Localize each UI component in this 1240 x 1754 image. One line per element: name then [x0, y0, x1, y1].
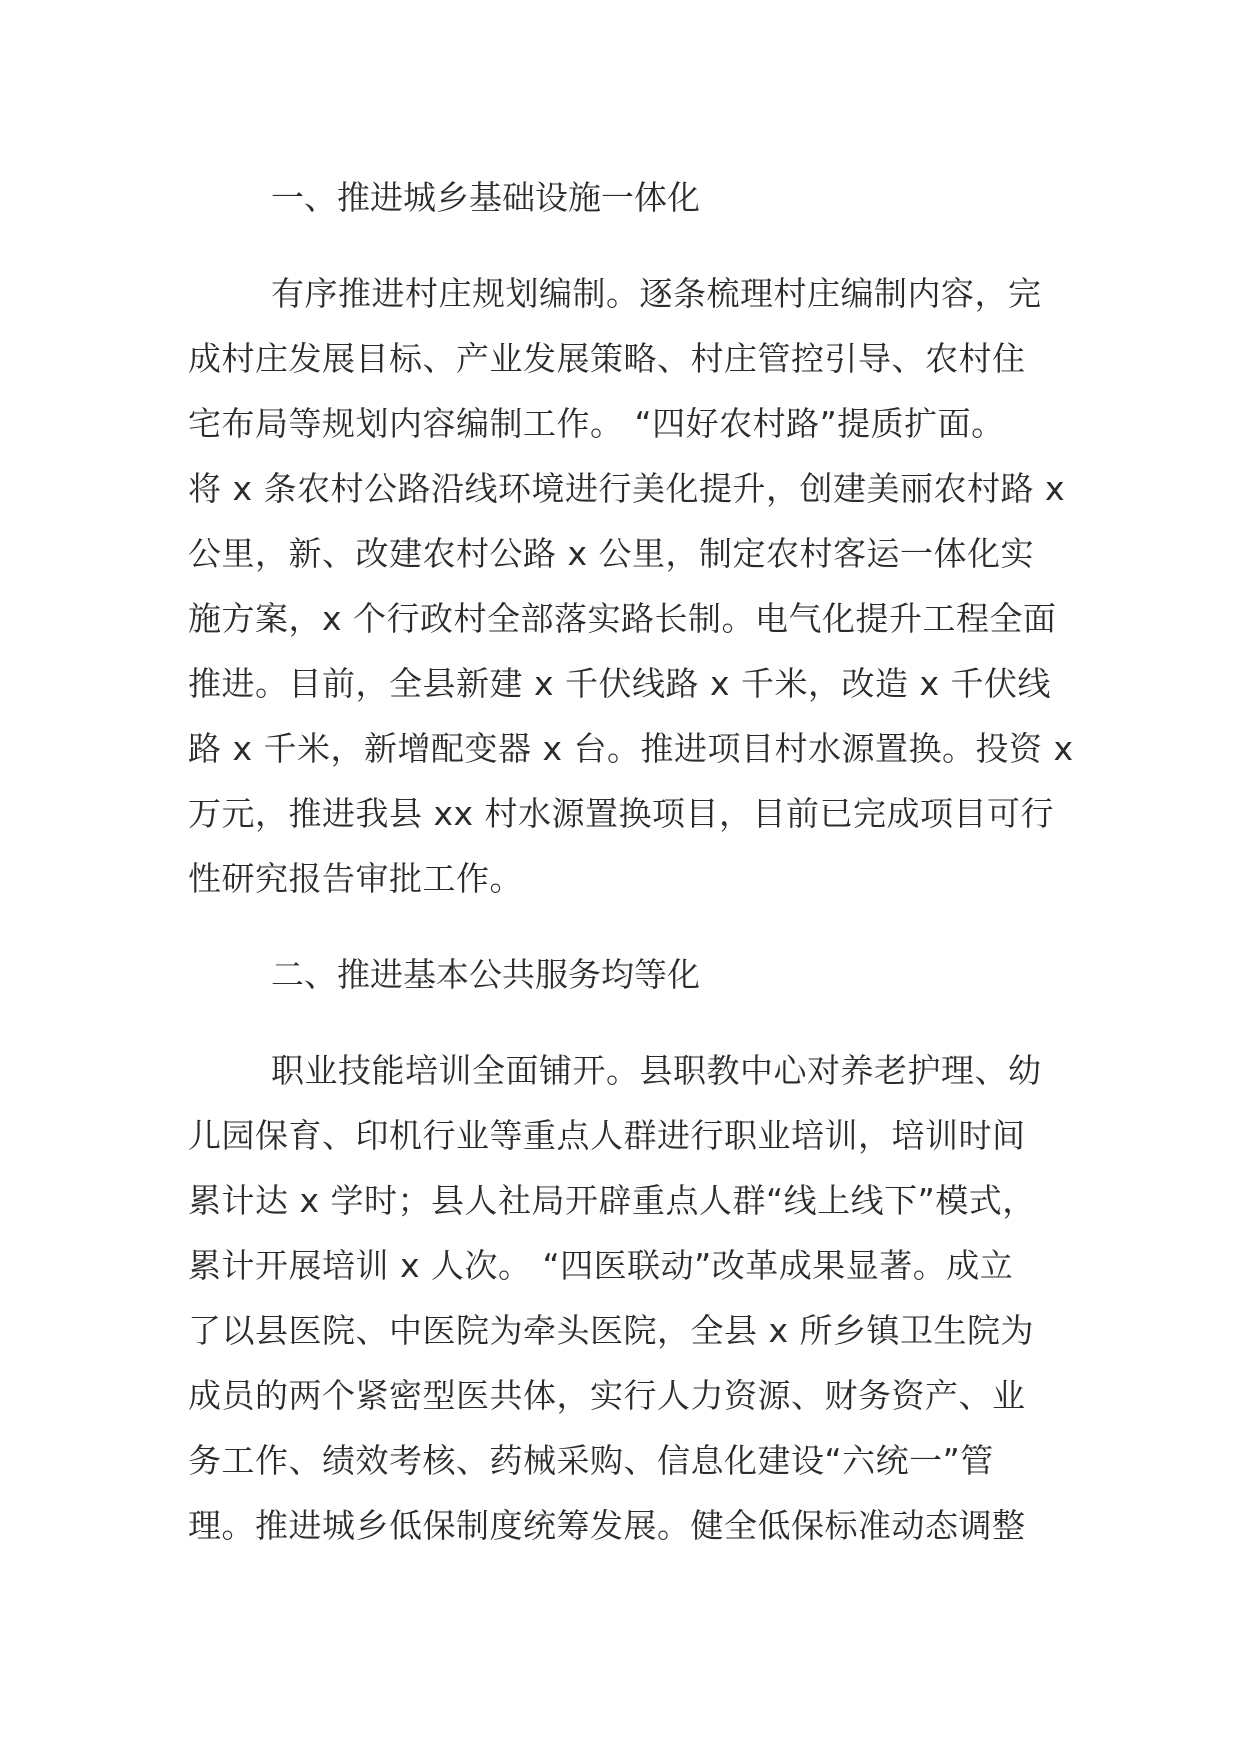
paragraph-line: 性研究报告审批工作。 [188, 859, 523, 898]
paragraph-line: 儿园保育、印机行业等重点人群进行职业培训，培训时间 [188, 1116, 1026, 1155]
paragraph-line: 成员的两个紧密型医共体，实行人力资源、财务资产、业 [188, 1376, 1026, 1415]
paragraph-line: 务工作、绩效考核、药械采购、信息化建设“六统一”管 [188, 1441, 994, 1480]
paragraph-line: 万元，推进我县 xx 村水源置换项目，目前已完成项目可行 [188, 794, 1055, 833]
section-heading-2: 二、推进基本公共服务均等化 [271, 955, 700, 994]
paragraph-line: 职业技能培训全面铺开。县职教中心对养老护理、幼 [271, 1051, 1042, 1090]
paragraph-line: 推进。目前，全县新建 x 千伏线路 x 千米，改造 x 千伏线 [188, 664, 1052, 703]
paragraph-line: 了以县医院、中医院为牵头医院，全县 x 所乡镇卫生院为 [188, 1311, 1035, 1350]
section-heading-1: 一、推进城乡基础设施一体化 [271, 178, 700, 217]
spacer [188, 911, 1054, 942]
spacer [188, 1007, 1054, 1038]
paragraph-line: 有序推进村庄规划编制。逐条梳理村庄编制内容，完 [271, 274, 1042, 313]
spacer [188, 230, 1054, 261]
document-page [188, 165, 1074, 1558]
paragraph-line: 将 x 条农村公路沿线环境进行美化提升，创建美丽农村路 x [188, 469, 1066, 508]
section-paragraph-2 [188, 1038, 1054, 1558]
paragraph-line: 宅布局等规划内容编制工作。 “四好农村路”提质扩面。 [188, 404, 1005, 443]
paragraph-line: 施方案，x 个行政村全部落实路长制。电气化提升工程全面 [188, 599, 1057, 638]
paragraph-line: 累计达 x 学时；县人社局开辟重点人群“线上线下”模式， [188, 1181, 1036, 1220]
paragraph-line: 路 x 千米，新增配变器 x 台。推进项目村水源置换。投资 x [188, 729, 1074, 768]
paragraph-line: 公里，新、改建农村公路 x 公里，制定农村客运一体化实 [188, 534, 1035, 573]
paragraph-line: 理。推进城乡低保制度统筹发展。健全低保标准动态调整 [188, 1506, 1026, 1545]
section-paragraph-1 [188, 261, 1074, 911]
paragraph-line: 成村庄发展目标、产业发展策略、村庄管控引导、农村住 [188, 339, 1026, 378]
paragraph-line: 累计开展培训 x 人次。 “四医联动”改革成果显著。成立 [188, 1246, 1014, 1285]
